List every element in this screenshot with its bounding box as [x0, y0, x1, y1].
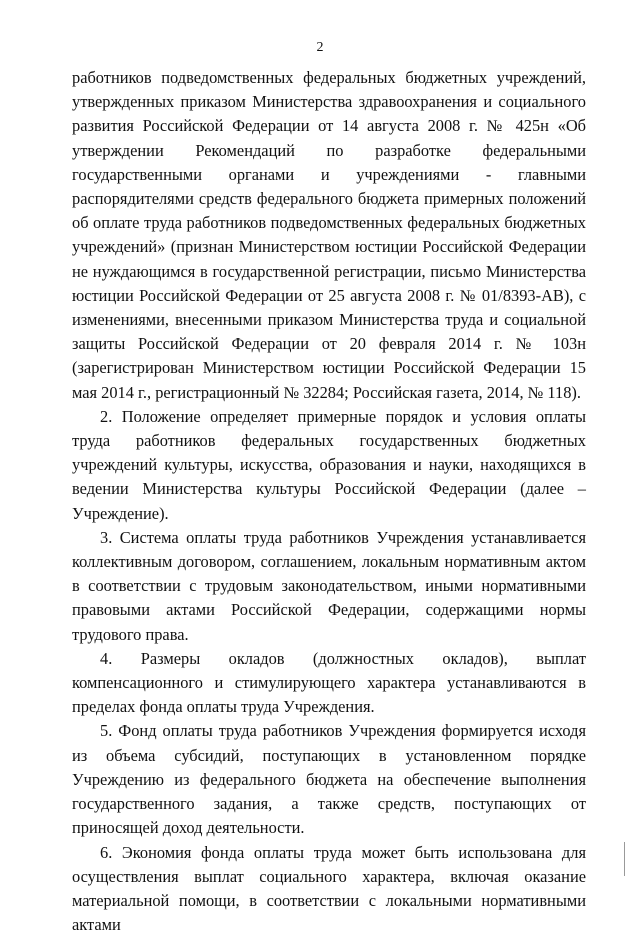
paragraph-continuation: работников подведомственных федеральных бюджетных учреждений, утвержденных приказом Министерства здравоохранения и социального развития Российской Федерации от 14 августа 2008 г. № 425н «Об утверждении Рекомендаций по разработке федеральными государственными органами и учреждениями - главными распорядителями средств федерального бюджета примерных положений об оплате труда работников подведомственных федеральных бюджетных учреждений» (признан Министерством юстиции Российской Федерации не нуждающимся в государственной регистрации, письмо Министерства юстиции Российской Федерации от 25 августа 2008 г. № 01/8393-АВ), с изменениями, внесенными приказом Министерства труда и социальной защиты Российской Федерации от 20 февраля 2014 г. № 103н (зарегистрирован Министерством юстиции Российской Федерации 15 мая 2014 г., регистрационный № 32284; Российская газета, 2014, № 118).: [72, 66, 586, 405]
scan-edge-mark: [624, 842, 625, 876]
paragraph-2: 2. Положение определяет примерные порядок и условия оплаты труда работников федеральных государственных бюджетных учреждений культуры, искусства, образования и науки, находящихся в ведении Министерства культуры Российской Федерации (далее – Учреждение).: [72, 405, 586, 526]
paragraph-3: 3. Система оплаты труда работников Учреждения устанавливается коллективным договором, соглашением, локальным нормативным актом в соответствии с трудовым законодательством, иными нормативными правовыми актами Российской Федерации, содержащими нормы трудового права.: [72, 526, 586, 647]
paragraph-6: 6. Экономия фонда оплаты труда может быть использована для осуществления выплат социального характера, включая оказание материальной помощи, в соответствии с локальными нормативными актами: [72, 841, 586, 937]
document-body: [72, 66, 586, 937]
page-number: 2: [0, 40, 640, 56]
paragraph-5: 5. Фонд оплаты труда работников Учреждения формируется исходя из объема субсидий, поступающих в установленном порядке Учреждению из федерального бюджета на обеспечение выполнения государственного задания, а также средств, поступающих от приносящей доход деятельности.: [72, 719, 586, 840]
paragraph-4: 4. Размеры окладов (должностных окладов), выплат компенсационного и стимулирующего характера устанавливаются в пределах фонда оплаты труда Учреждения.: [72, 647, 586, 720]
